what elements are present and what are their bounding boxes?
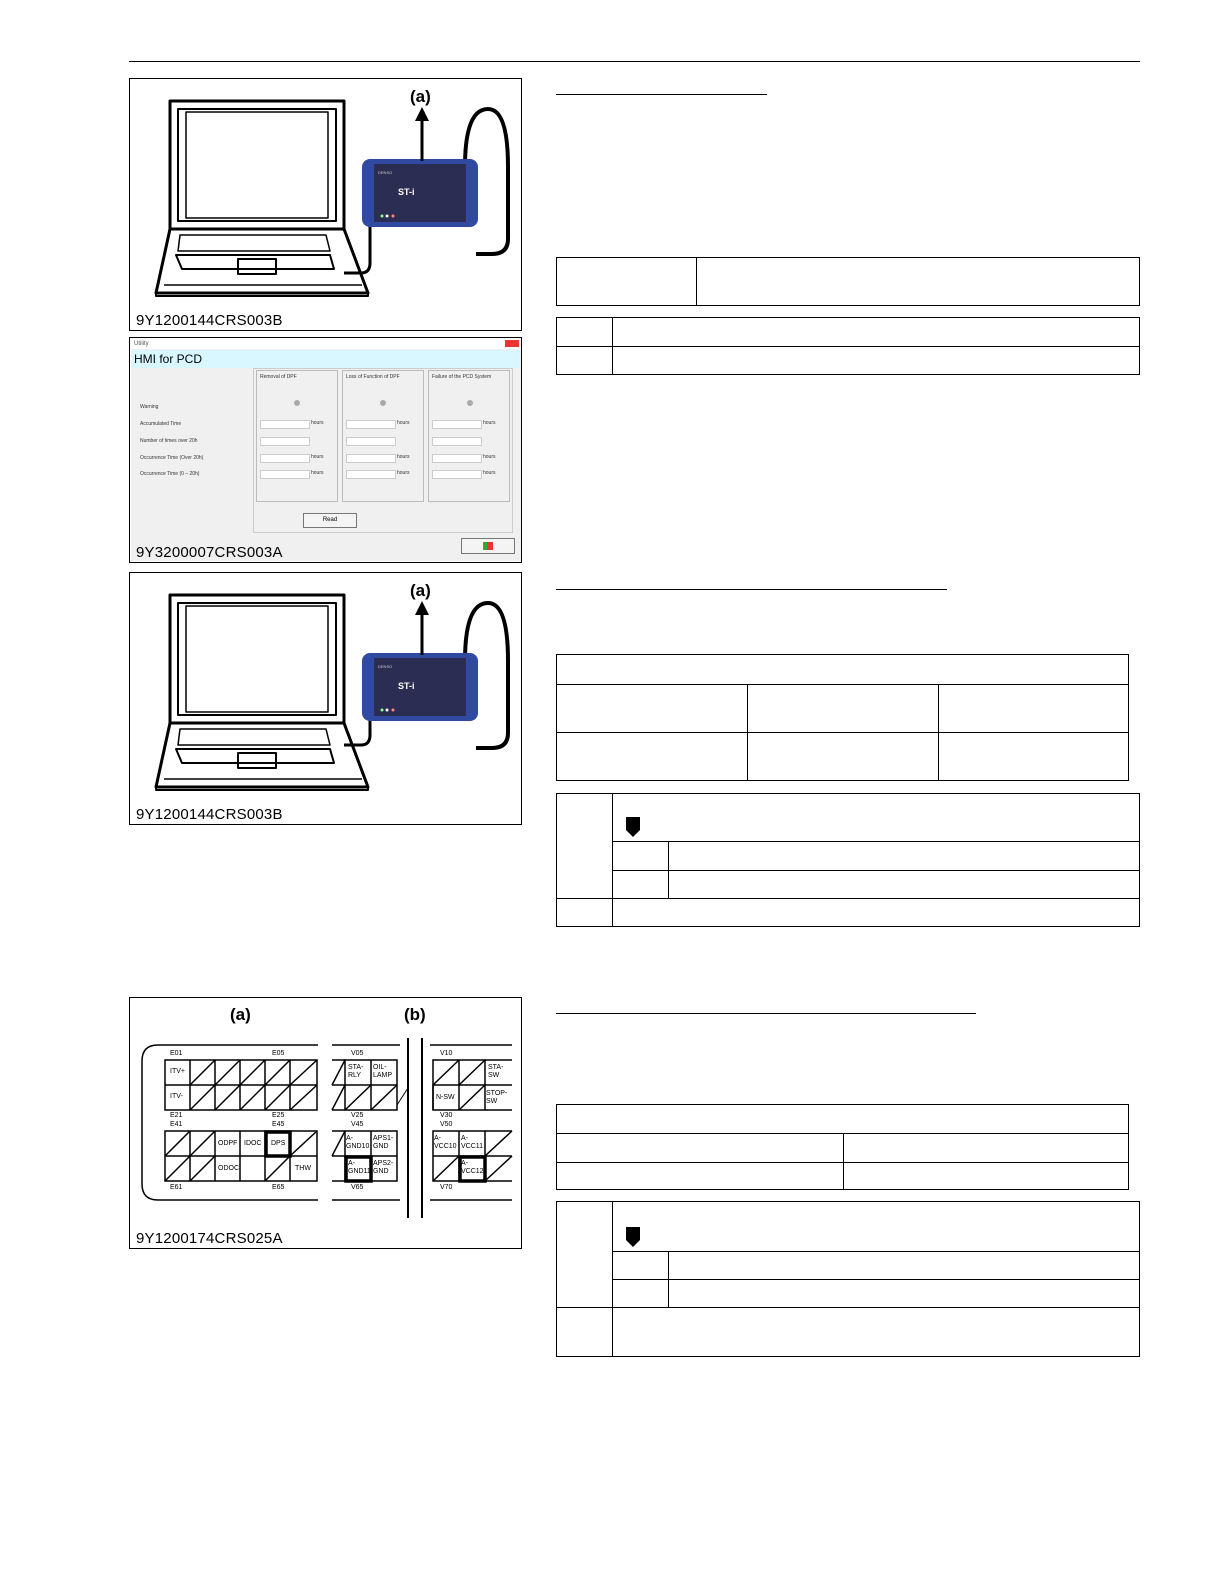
section-heading-underline-1 [556, 94, 767, 95]
laptop-illustration [130, 79, 522, 331]
header-rule [129, 61, 1140, 62]
pin-dps: DPS [271, 1140, 286, 1147]
pin-v70: V70 [440, 1184, 453, 1191]
pin-v05: V05 [351, 1050, 364, 1057]
svg-text:DENSO: DENSO [378, 170, 393, 175]
section-heading-underline-3 [556, 1013, 976, 1014]
pin-a-vcc10: A-VCC10 [434, 1135, 457, 1150]
pin-odpf: ODPF [218, 1140, 238, 1147]
read-button[interactable]: Read [303, 513, 357, 528]
pin-v65: V65 [351, 1184, 364, 1191]
figure-laptop-st-i-1 [129, 78, 522, 331]
pointer-icon [625, 816, 641, 838]
svg-text:DENSO: DENSO [378, 664, 393, 669]
pin-thw: THW [295, 1165, 311, 1172]
figure-caption: 9Y1200174CRS025A [136, 1230, 283, 1247]
row-label-accumulated: Accumulated Time [140, 421, 182, 427]
info-table-1 [556, 257, 1140, 306]
pin-a-vcc12: A-VCC12 [461, 1160, 484, 1175]
panel-group-frame [253, 368, 513, 533]
pin-odoc: ODOC [218, 1165, 239, 1172]
pin-oil-lamp: OIL-LAMP [373, 1064, 393, 1079]
row-label-warning: Warning [140, 404, 159, 410]
pin-stop-sw: STOP-SW [486, 1090, 508, 1105]
pin-aps2-gnd: APS2-GND [373, 1160, 394, 1175]
exit-button[interactable] [461, 538, 515, 554]
st-i-device [362, 653, 478, 721]
laptop-illustration [130, 573, 522, 825]
row-label-times: Number of times over 20h [140, 438, 198, 444]
pin-e21: E21 [170, 1112, 183, 1119]
pin-itv-plus: ITV+ [170, 1068, 185, 1075]
spec-table-2 [556, 654, 1129, 781]
figure-hmi-screen [129, 337, 522, 563]
figure-laptop-st-i-2 [129, 572, 522, 825]
section-heading-underline-2 [556, 589, 947, 590]
pin-e05: E05 [272, 1050, 285, 1057]
pin-sta-rly: STA-RLY [348, 1064, 364, 1079]
connector-diagram [130, 998, 522, 1249]
figure-caption: 9Y1200144CRS003B [136, 806, 283, 823]
pin-sta-sw: STA-SW [488, 1064, 504, 1079]
svg-text:ST-i: ST-i [398, 187, 415, 197]
pin-v45: V45 [351, 1121, 364, 1128]
pin-e25: E25 [272, 1112, 285, 1119]
panel-loss: Loss of Function of DPF hours hours hours [342, 370, 424, 502]
spec-table-3 [556, 1104, 1129, 1190]
label-a: (a) [410, 87, 431, 106]
pin-v10: V10 [440, 1050, 453, 1057]
pin-a-gnd10: A-GND10 [346, 1135, 370, 1150]
hmi-header: HMI for PCD [132, 350, 520, 368]
window-title: Utility [131, 339, 521, 349]
label-a: (a) [230, 1005, 251, 1024]
hmi-window [131, 339, 521, 561]
figure-caption: 9Y1200144CRS003B [136, 312, 283, 329]
st-i-device [362, 159, 478, 227]
result-table-3 [556, 1201, 1140, 1357]
close-icon[interactable] [505, 340, 519, 347]
pin-idoc: IDOC [244, 1140, 262, 1147]
pin-itv-minus: ITV- [170, 1093, 183, 1100]
row-label-over: Occurrence Time (Over 20h) [140, 455, 204, 461]
pin-e41: E41 [170, 1121, 183, 1128]
figure-caption: 9Y3200007CRS003A [136, 544, 283, 561]
result-table-2 [556, 793, 1140, 927]
pin-n-sw: N-SW [436, 1094, 455, 1101]
pin-aps1-gnd: APS1-GND [373, 1135, 394, 1150]
exit-icon [483, 542, 493, 550]
label-b: (b) [404, 1005, 426, 1024]
pin-e01: E01 [170, 1050, 183, 1057]
pin-e45: E45 [272, 1121, 285, 1128]
pin-v25: V25 [351, 1112, 364, 1119]
label-a: (a) [410, 581, 431, 600]
figure-ecu-connector [129, 997, 522, 1249]
pin-a-gnd11: A-GND11 [348, 1160, 371, 1175]
panel-failure: Failure of the PCD System hours hours hours [428, 370, 510, 502]
pin-v30: V30 [440, 1112, 453, 1119]
row-label-under: Occurrence Time (0 – 20h) [140, 471, 200, 477]
pin-e65: E65 [272, 1184, 285, 1191]
pin-v50: V50 [440, 1121, 453, 1128]
pin-a-vcc11: A-VCC11 [461, 1135, 484, 1150]
svg-text:ST-i: ST-i [398, 681, 415, 691]
panel-removal: Removal of DPF hours hours hours [256, 370, 338, 502]
pin-e61: E61 [170, 1184, 183, 1191]
result-table-1 [556, 317, 1140, 375]
pointer-icon [625, 1226, 641, 1248]
